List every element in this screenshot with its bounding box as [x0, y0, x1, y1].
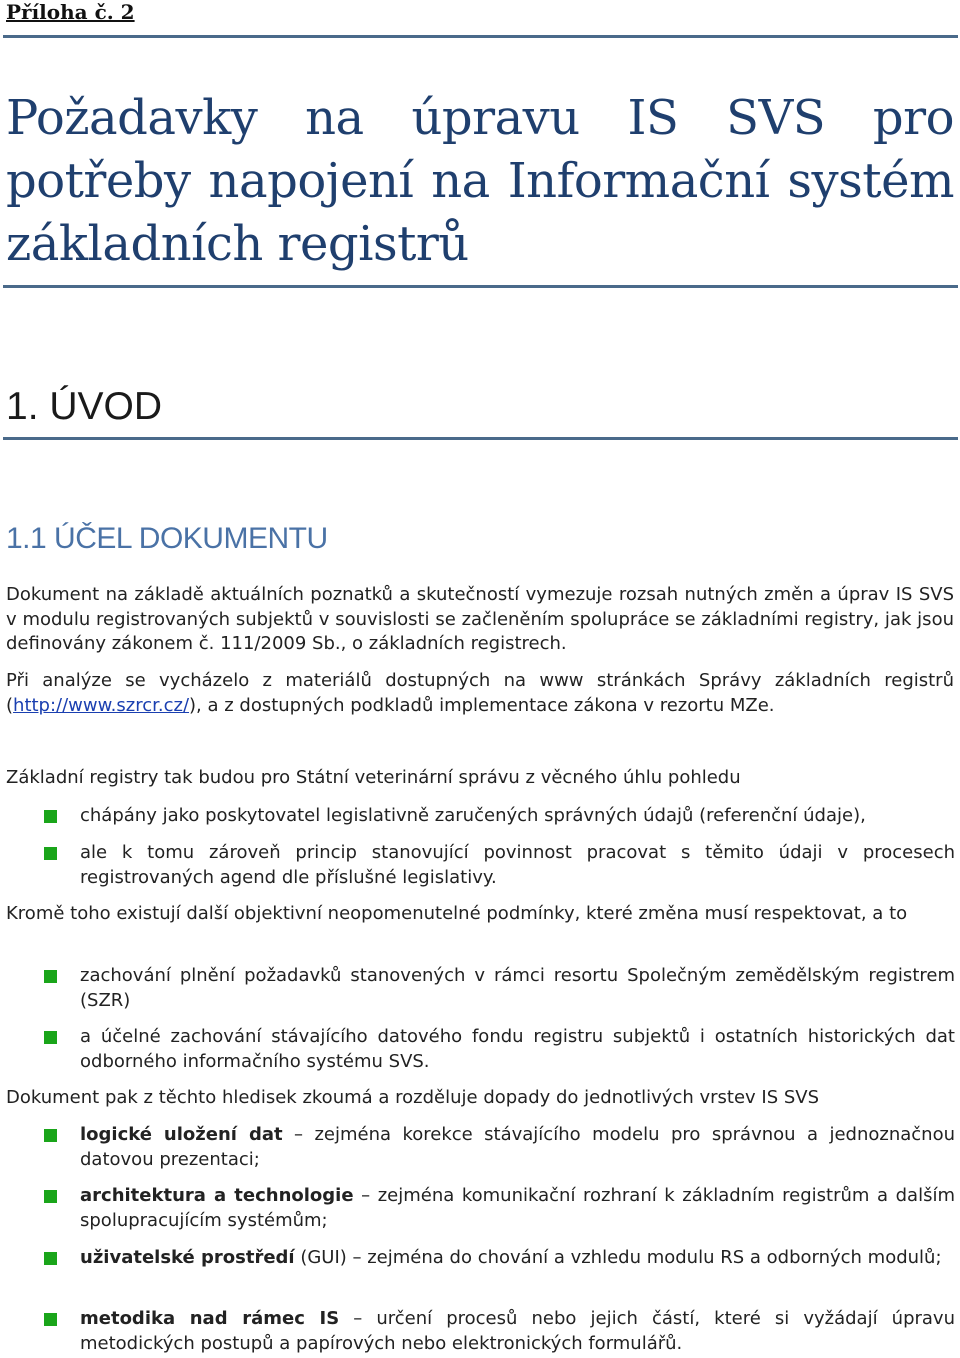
- list-term: uživatelské prostředí: [80, 1247, 295, 1268]
- list-item: [80, 1307, 955, 1356]
- title-divider: [3, 285, 958, 288]
- analysis-text-before: Při analýze se vycházelo z materiálů dostupných na www stránkách Správy základních registrů (: [6, 670, 954, 716]
- document-title: Požadavky na úpravu IS SVS pro potřeby napojení na Informační systém základních registrů: [6, 90, 954, 272]
- paragraph-conditions: Kromě toho existují další objektivní neopomenutelné podmínky, které změna musí respektovat, a to: [6, 903, 908, 924]
- list-text: (GUI) – zejména do chování a vzhledu modulu RS a odborných modulů;: [294, 1247, 942, 1268]
- heading-intro: 1. ÚVOD: [6, 385, 163, 428]
- list-item: [80, 1246, 955, 1271]
- list-term: metodika nad rámec IS: [80, 1308, 340, 1329]
- paragraph-layers: Dokument pak z těchto hledisek zkoumá a rozděluje dopady do jednotlivých vrstev IS SVS: [6, 1087, 820, 1108]
- paragraph-registries: Základní registry tak budou pro Státní veterinární správu z věcného úhlu pohledu: [6, 767, 741, 788]
- top-divider: [3, 35, 958, 38]
- list-item: ale k tomu zároveň princip stanovující povinnost pracovat s těmito údaji v procesech registrovaných agend dle příslušné legislativy.: [80, 842, 955, 888]
- attachment-label: Příloha č. 2: [6, 0, 135, 24]
- paragraph-scope: Dokument na základě aktuálních poznatků a skutečností vymezuje rozsah nutných změn a úprav IS SVS v modulu registrovaných subjektů v souvislosti se začleněním spolupráce se základními registry, jak jsou definovány zákonem č. 111/2009 Sb., o základních registrech.: [6, 584, 954, 654]
- list-term: logické uložení dat: [80, 1124, 283, 1145]
- list-item: a účelné zachování stávajícího datového fondu registru subjektů i ostatních historických dat odborného informačního systému SVS.: [80, 1026, 955, 1072]
- list-text: – zejména korekce stávajícího modelu pro správnou a jednoznačnou datovou prezentaci;: [80, 1124, 955, 1170]
- list-item: [80, 1184, 955, 1233]
- list-text: – zejména komunikační rozhraní k základním registrům a dalším spolupracujícím systémům;: [80, 1185, 956, 1231]
- heading-purpose: 1.1 ÚČEL DOKUMENTU: [6, 522, 328, 555]
- analysis-text-after: ), a z dostupných podkladů implementace zákona v rezortu MZe.: [189, 694, 775, 716]
- heading-divider: [3, 437, 958, 440]
- list-item: chápány jako poskytovatel legislativně zaručených správných údajů (referenční údaje),: [80, 805, 866, 826]
- szrcr-link[interactable]: http://www.szrcr.cz/: [13, 694, 190, 716]
- list-term: architektura a technologie: [80, 1185, 354, 1206]
- list-item: [80, 1123, 955, 1172]
- paragraph-analysis: [6, 669, 954, 718]
- list-text: – určení procesů nebo jejich částí, které si vyžádají úpravu metodických postupů a papírových nebo elektronických formulářů.: [80, 1308, 955, 1354]
- list-item: zachování plnění požadavků stanovených v rámci resortu Společným zemědělským registrem (SZR): [80, 965, 955, 1011]
